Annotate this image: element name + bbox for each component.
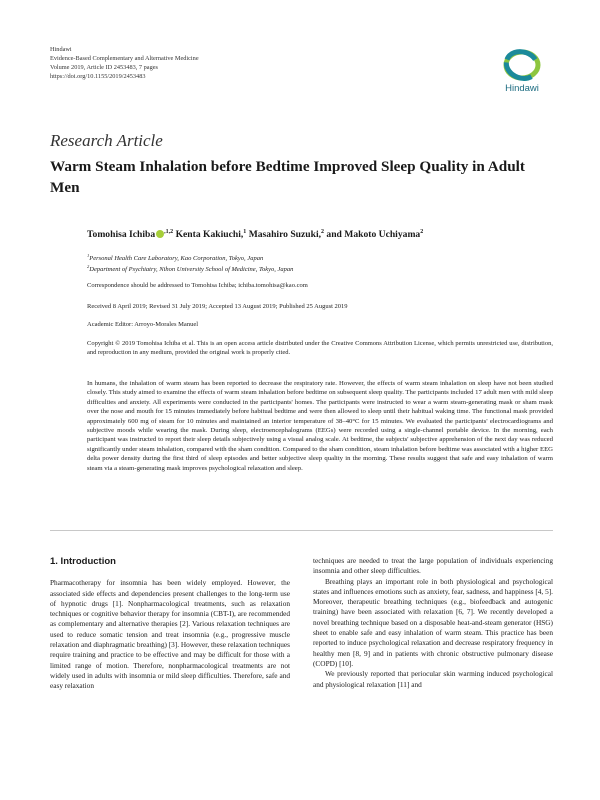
journal-header [50,45,199,81]
publisher-name: Hindawi [50,46,72,53]
article-dates: Received 8 April 2019; Revised 31 July 2019; Accepted 13 August 2019; Published 25 August 2019 [87,303,348,310]
author-name[interactable]: and Makoto Uchiyama [326,229,421,241]
author-name[interactable]: Tomohisa Ichiba [87,229,156,241]
author-affil: 2 [321,229,325,235]
affiliation-text: Department of Psychiatry, Nihon University School of Medicine, Tokyo, Japan [89,266,294,274]
journal-name: Evidence-Based Complementary and Alternative Medicine [50,55,199,62]
author-affil: ,1,2 [164,229,174,235]
body-paragraph: techniques are needed to treat the large population of individuals experiencing insomnia and other sleep difficulties. [313,556,553,576]
logo-wordmark: Hindawi [505,83,539,94]
hindawi-logo-icon [502,48,542,82]
author-affil: 1 [243,229,247,235]
article-type-label: Research Article [50,131,163,150]
section-divider [50,530,553,531]
affiliation [87,264,293,273]
abstract: In humans, the inhalation of warm steam has been reported to decrease the respiratory rate. However, the effects of warm steam inhalation on sleep have not been studied closely. This study aimed to examine the effects of warm steam inhalation before bedtime on subsequent sleep quality. The participants included 17 adult men with mild sleep difficulties and anxiety. All experiments were conducted in the participants' homes. The participants were instructed to wear a warm steam-generating mask or sham mask over the nose and mouth for 15 minutes immediately before habitual bedtime and were then allowed to sleep until their habitual waking time. The functional mask provided approximately 600 mg of steam for 10 minutes and maintained an interior temperature of 38–40°C for 15 minutes. We evaluated the participants' electrocardiograms and subjective moods while wearing the mask. During sleep, electroencephalograms (EEGs) were recorded using a single-channel portable device. In the morning, each participant was instructed to report their sleep details subjectively using a visual analog scale. At bedtime, the subjects' subjective apprehension of the next day was reduced significantly under steam inhalation, compared with the sham condition. Compared to the sham condition, steam inhalation before bedtime was associated with a higher EEG delta power density during the first third of sleep episodes and better subjective sleep quality in the morning. These results suggest that safe and easy inhalation of warm steam via a steam-generating mask improves psychological relaxation and sleep. [87,380,553,472]
affiliation-text: Personal Health Care Laboratory, Kao Corporation, Tokyo, Japan [89,255,264,263]
author-list [87,229,423,240]
affiliation-number: 2 [87,264,90,269]
correspondence: Correspondence should be addressed to Tomohisa Ichiba; ichiba.tomohisa@kao.com [87,282,308,289]
orcid-icon[interactable] [156,230,164,238]
affiliation-number: 1 [87,253,90,258]
volume-info: Volume 2019, Article ID 2453483, 7 pages [50,64,158,71]
affiliation [87,253,263,262]
article-title: Warm Steam Inhalation before Bedtime Improved Sleep Quality in Adult Men [50,158,525,196]
section-heading: 1. Introduction [50,556,116,567]
hindawi-logo [500,48,544,94]
right-column [313,556,553,690]
author-name[interactable]: Masahiro Suzuki, [248,229,322,241]
copyright-notice: Copyright © 2019 Tomohisa Ichiba et al. This is an open access article distributed under the Creative Commons Attribution License, which permits unrestricted use, distribution, and reproduction in any medium, provided the original work is properly cited. [87,340,553,357]
left-column [50,557,290,692]
body-paragraph: Breathing plays an important role in both physiological and psychological states and influences emotions such as anxiety, fear, sadness, and happiness [4, 5]. Moreover, therapeutic breathing techniques (e.g., biofeedback and autogenic training) have been associated with relaxation [6, 7]. We recently developed a novel breathing technique based on a disposable heat-and-steam generator (HSG) sheet to enable safe and easy inhalation of warm steam. This practice has been reported to induce psychological relaxation and decrease respiratory frequency in healthy men [8, 9] and in patients with chronic obstructive pulmonary disease (COPD) [10]. [313,576,553,668]
author-affil: 2 [420,229,424,235]
body-paragraph: Pharmacotherapy for insomnia has been widely employed. However, the associated side effects and dependencies present challenges to the long-term use of hypnotic drugs [1]. Nonpharmacological treatments, such as relaxation techniques or cognitive behavior therapy for insomnia (CBT-I), are recommended as complementary and alternative therapies [2]. Various relaxation techniques are used to reduce somatic tension and treat insomnia (e.g., progressive muscle relaxation and diaphragmatic breathing) [3]. However, these relaxation techniques require training and practice to be effective and may be difficult for those with a limited range of motion. Therefore, nonpharmacological treatments are not widely used in adults with insomnia or mild sleep difficulties. Therefore, safe and easy relaxation [50,578,291,691]
doi-link[interactable]: https://doi.org/10.1155/2019/2453483 [50,73,146,80]
body-paragraph: We previously reported that periocular skin warming induced psychological and physiological relaxation [11] and [313,669,553,689]
author-name[interactable]: Kenta Kakiuchi, [175,229,244,241]
academic-editor: Academic Editor: Arroyo-Morales Manuel [87,321,199,328]
